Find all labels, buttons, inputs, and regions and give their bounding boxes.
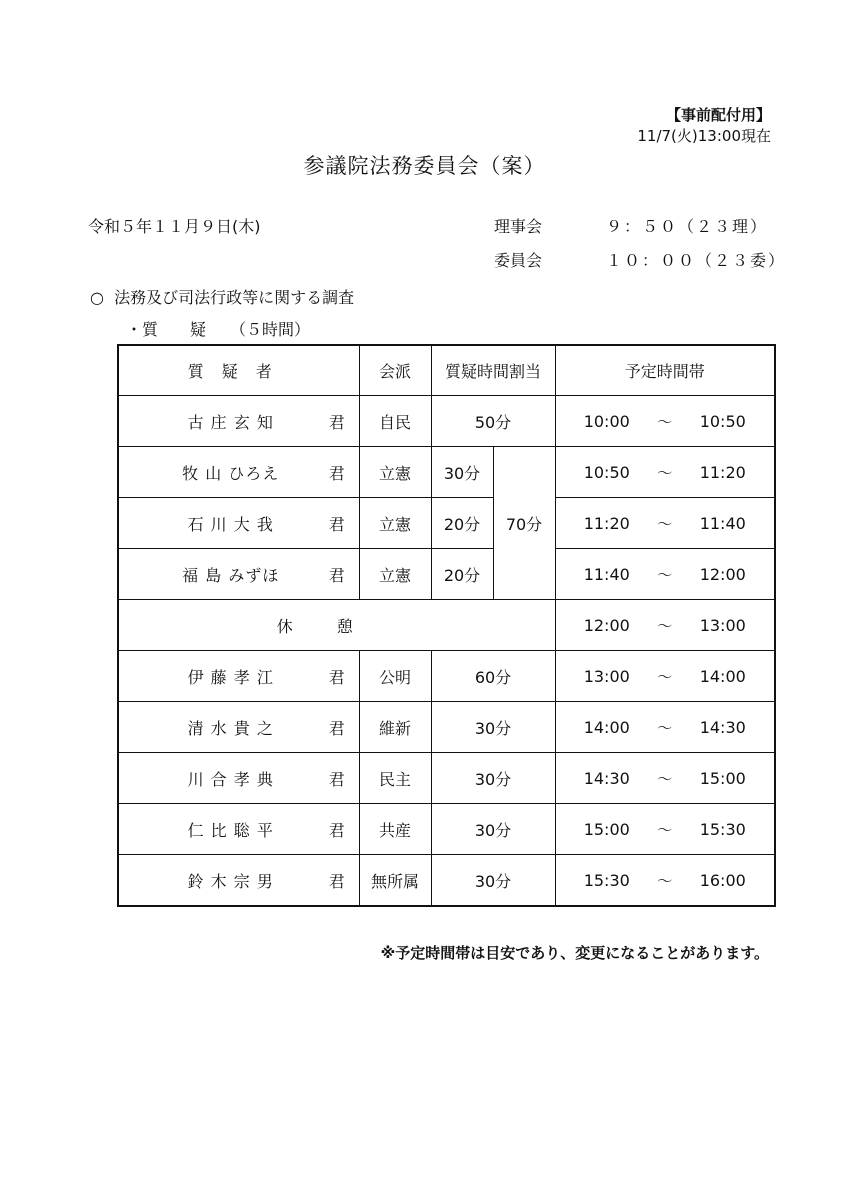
header-party: 会派 [359,345,431,396]
minutes-cell: 20分 [431,498,493,549]
header-allocation: 質疑時間割当 [431,345,555,396]
committee-meeting-label: 委員会 [494,251,543,270]
table-row [118,702,775,753]
timeslot-cell: 11:40 〜 12:00 [555,549,775,600]
agenda-item-text: 法務及び司法行政等に関する調査 [114,288,355,307]
group-total-cell: 70分 [493,447,555,600]
party-cell: 共産 [359,804,431,855]
board-meeting-label: 理事会 [494,217,543,236]
minutes-cell: 30分 [431,855,555,907]
table-row [118,549,775,600]
table-header-row [118,345,775,396]
minutes-cell: 20分 [431,549,493,600]
questioner-cell: 福 島 みずほ 君 [118,549,359,600]
timeslot-cell: 12:00 〜 13:00 [555,600,775,651]
table-row [118,651,775,702]
party-cell: 無所属 [359,855,431,907]
questioner-cell: 鈴 木 宗 男 君 [118,855,359,907]
board-meeting-time: ９：５０（２３理） [606,217,769,236]
party-cell: 維新 [359,702,431,753]
table-row [118,804,775,855]
minutes-cell: 50分 [431,396,555,447]
timeslot-cell: 11:20 〜 11:40 [555,498,775,549]
party-cell: 立憲 [359,447,431,498]
table-row [118,396,775,447]
party-cell: 民主 [359,753,431,804]
minutes-cell: 30分 [431,753,555,804]
table-row [118,447,775,498]
header-questioner: 質疑者 [118,345,359,396]
minutes-cell: 60分 [431,651,555,702]
meeting-date: 令和５年１１月９日(木) [88,217,261,236]
questioner-cell: 川 合 孝 典 君 [118,753,359,804]
timeslot-cell: 14:30 〜 15:00 [555,753,775,804]
questioner-cell: 石 川 大 我 君 [118,498,359,549]
questioner-cell: 古 庄 玄 知 君 [118,396,359,447]
party-cell: 公明 [359,651,431,702]
distribution-tag: 【事前配付用】 [665,106,771,124]
table-row [118,498,775,549]
questioner-cell: 牧 山 ひろえ 君 [118,447,359,498]
minutes-cell: 30分 [431,702,555,753]
timeslot-cell: 14:00 〜 14:30 [555,702,775,753]
question-schedule-table [117,344,776,907]
minutes-cell: 30分 [431,804,555,855]
party-cell: 自民 [359,396,431,447]
questioner-cell: 伊 藤 孝 江 君 [118,651,359,702]
party-cell: 立憲 [359,549,431,600]
table-row [118,855,775,907]
timeslot-cell: 10:00 〜 10:50 [555,396,775,447]
footnote: ※予定時間帯は目安であり、変更になることがあります。 [380,944,769,962]
page-title: 参議院法務委員会（案） [303,154,546,178]
as-of-timestamp: 11/7(火)13:00現在 [637,127,771,145]
timeslot-cell: 10:50 〜 11:20 [555,447,775,498]
timeslot-cell: 13:00 〜 14:00 [555,651,775,702]
timeslot-cell: 15:30 〜 16:00 [555,855,775,907]
header-timeslot: 予定時間帯 [555,345,775,396]
break-row [118,600,775,651]
committee-meeting-time: １０：００（２３委） [606,251,787,270]
break-label: 休憩 [118,600,555,651]
timeslot-cell: 15:00 〜 15:30 [555,804,775,855]
agenda-item [90,285,354,308]
questioner-cell: 仁 比 聡 平 君 [118,804,359,855]
minutes-cell: 30分 [431,447,493,498]
questioner-cell: 清 水 貴 之 君 [118,702,359,753]
agenda-sub-item: ・質 疑 （５時間） [126,320,311,339]
circle-icon: ○ [90,288,104,307]
party-cell: 立憲 [359,498,431,549]
table-row [118,753,775,804]
